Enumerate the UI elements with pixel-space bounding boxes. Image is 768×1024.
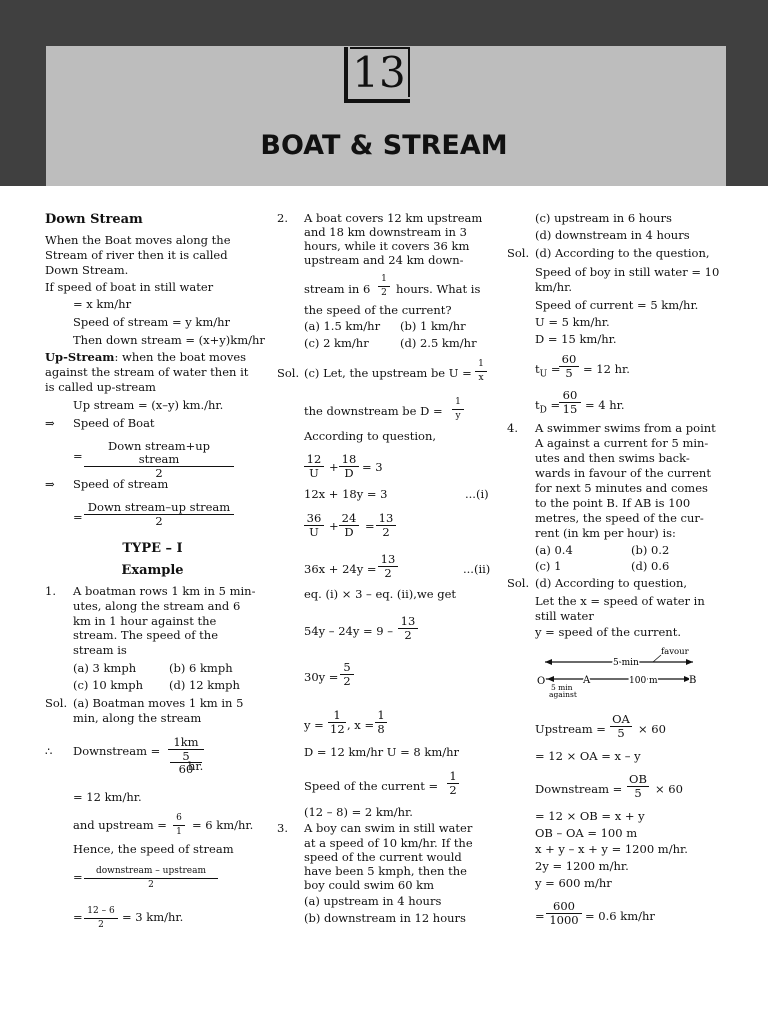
- text-line: utes, along the stream and 6: [73, 599, 241, 613]
- equation-tag: ...(i): [465, 487, 489, 501]
- arrow-head-icon: [686, 659, 693, 665]
- text-line: wards in favour of the current: [535, 466, 711, 480]
- option: (c) 2 km/hr: [304, 336, 369, 350]
- fraction: $\frac{1}{x}$: [475, 358, 487, 385]
- formula-speed-of-stream: Down stream–up stream 2: [84, 501, 234, 528]
- text-line: y = 600 m/hr: [535, 876, 612, 890]
- option: (b) 1 km/hr: [400, 319, 466, 333]
- text-line: U = 5 km/hr.: [535, 315, 610, 329]
- text-line: 30y =: [304, 670, 339, 684]
- heading-downstream: Down Stream: [45, 212, 143, 227]
- text-line: A boatman rows 1 km in 5 min-: [73, 584, 256, 598]
- t-u-label: $t_U$ =: [535, 362, 561, 380]
- fraction: $\frac{1}{2}$: [378, 273, 390, 300]
- text-line: hours, while it covers 36 km: [304, 239, 470, 253]
- text-line: = 12 hr.: [583, 362, 630, 376]
- fraction: $\frac{5}{2}$: [340, 661, 354, 688]
- fraction: $\frac{6}{1}$: [173, 812, 185, 839]
- swim-diagram: [533, 644, 703, 700]
- text-line: the downstream be D =: [304, 404, 443, 418]
- five-min-label: 5 min: [613, 658, 639, 668]
- text-line: A boy can swim in still water: [304, 821, 473, 835]
- fraction: $\frac{1}{y}$: [452, 396, 464, 423]
- plus: +: [329, 460, 339, 474]
- text-line: and upstream =: [73, 818, 167, 832]
- chapter-number: 13: [350, 47, 410, 97]
- text-line: According to question,: [304, 429, 437, 443]
- text-line: and 18 km downstream in 3: [304, 225, 467, 239]
- option: (b) 6 kmph: [169, 661, 233, 675]
- text-line: x + y – x + y = 1200 m/hr.: [535, 842, 688, 856]
- fraction: downstream – upstream 2: [84, 865, 218, 892]
- text-line: min, along the stream: [73, 711, 202, 725]
- text-line: utes and then swims back-: [535, 451, 690, 465]
- text-line: metres, the speed of the cur-: [535, 511, 704, 525]
- implies-symbol: ⇒: [45, 416, 55, 430]
- fraction: $\frac{1}{12}$: [330, 708, 345, 736]
- text-line: = 6 km/hr.: [192, 818, 254, 832]
- hundred-m-label: 100 m: [629, 676, 658, 686]
- against-label: against: [549, 690, 577, 699]
- text-line: : when the boat moves: [114, 350, 247, 364]
- question-number: 3.: [277, 821, 288, 835]
- text-line: = 12 × OB = x + y: [535, 809, 645, 823]
- fraction: $\frac{OB}{5}$: [627, 773, 649, 800]
- text-line: still water: [535, 609, 594, 623]
- chapter-number-box: [344, 47, 410, 103]
- text-line: = 3: [362, 460, 383, 474]
- option: (d) 0.6: [631, 559, 670, 573]
- text-line: to the point B. If AB is 100: [535, 496, 691, 510]
- text-line: Up stream = (x–y) km./hr.: [73, 398, 224, 412]
- text-line: D = 12 km/hr U = 8 km/hr: [304, 745, 460, 759]
- arrow-head-icon: [547, 676, 554, 682]
- text-line: × 60: [655, 782, 683, 796]
- arrow-head-icon: [545, 659, 552, 665]
- option: (c) 1: [535, 559, 562, 573]
- plus: +: [329, 519, 339, 533]
- text-line: 54y – 24y = 9 –: [304, 624, 393, 638]
- text-line: stream is: [73, 643, 127, 657]
- point-b: B: [689, 675, 697, 686]
- solution-label: Sol.: [45, 696, 68, 710]
- text-line: (a) Boatman moves 1 km in 5: [73, 696, 244, 710]
- text-line: boy could swim 60 km: [304, 878, 435, 892]
- text-line: D = 15 km/hr.: [535, 332, 617, 346]
- fraction: $\frac{12}{U}$: [304, 453, 324, 480]
- equals: =: [73, 449, 83, 463]
- option: (c) 10 kmph: [73, 678, 143, 692]
- text-line: (12 – 8) = 2 km/hr.: [304, 805, 413, 819]
- text-line: at a speed of 10 km/hr. If the: [304, 836, 473, 850]
- text-line: Speed of stream = y km/hr: [73, 315, 231, 329]
- text-line: Downstream =: [73, 744, 161, 758]
- point-a: A: [583, 675, 591, 686]
- favour-label: favour: [661, 647, 689, 657]
- question-number: 2.: [277, 211, 288, 225]
- fraction: $\frac{12 - 6}{2}$: [84, 905, 118, 932]
- fraction: $\frac{60}{15}$: [559, 389, 581, 416]
- text-line: km in 1 hour against the: [73, 614, 217, 628]
- option: (a) 1.5 km/hr: [304, 319, 381, 333]
- text-line: A against a current for 5 min-: [535, 436, 709, 450]
- question-number: 1.: [45, 584, 56, 598]
- equals: =: [73, 910, 83, 924]
- option: (b) downstream in 12 hours: [304, 911, 466, 925]
- implies-symbol: ⇒: [45, 477, 55, 491]
- fraction: $\frac{18}{D}$: [339, 453, 359, 480]
- text-line: Speed of the current =: [304, 779, 439, 793]
- favour-pointer: [653, 655, 661, 662]
- question-number: 4.: [507, 421, 518, 435]
- text-line: have been 5 kmph, then the: [304, 864, 467, 878]
- fraction: 1km 5 60: [168, 736, 204, 775]
- text-line: against the stream of water then it: [45, 365, 249, 379]
- text-line: for next 5 minutes and comes: [535, 481, 708, 495]
- chapter-title: BOAT & STREAM: [260, 130, 508, 161]
- text-line: stream. The speed of the: [73, 628, 218, 642]
- text-line: 2y = 1200 m/hr.: [535, 859, 629, 873]
- text-line: = 0.6 km/hr: [585, 909, 655, 923]
- option: (d) 2.5 km/hr: [400, 336, 477, 350]
- equals: =: [535, 909, 545, 923]
- type-heading: TYPE – I: [122, 541, 183, 556]
- text-line: Hence, the speed of stream: [73, 842, 234, 856]
- text-line: Down Stream.: [45, 263, 129, 277]
- option: (c) upstream in 6 hours: [535, 211, 672, 225]
- solution-label: Sol.: [277, 366, 300, 380]
- equation-tag: ...(ii): [463, 562, 491, 576]
- text-line: Stream of river then it is called: [45, 248, 228, 262]
- fraction: $\frac{13}{2}$: [378, 553, 398, 580]
- text-line: Let the x = speed of water in: [535, 594, 705, 608]
- five-min-against-label: 5 min: [551, 683, 573, 692]
- fraction: $\frac{60}{5}$: [559, 353, 579, 380]
- fraction: $\frac{24}{D}$: [339, 512, 359, 539]
- option: (d) 12 kmph: [169, 678, 240, 692]
- text-line: 36x + 24y =: [304, 562, 377, 576]
- equals: =: [365, 519, 375, 533]
- text-line: When the Boat moves along the: [45, 233, 231, 247]
- option: (a) 0.4: [535, 543, 573, 557]
- upstream-label: Up-Stream: [45, 350, 115, 364]
- text-line: = 12 × OA = x – y: [535, 749, 641, 763]
- solution-label: Sol.: [507, 576, 530, 590]
- text-line: (c) Let, the upstream be U =: [304, 366, 472, 380]
- example-heading: Example: [121, 563, 184, 578]
- text-line: A boat covers 12 km upstream: [304, 211, 483, 225]
- text-line: Speed of boy in still water = 10: [535, 265, 720, 279]
- upstream-line: [45, 350, 246, 364]
- solution-label: Sol.: [507, 246, 530, 260]
- text-line: upstream and 24 km down-: [304, 253, 464, 267]
- fraction: $\frac{13}{2}$: [398, 615, 418, 642]
- text-line: Then down stream = (x+y)km/hr: [73, 333, 265, 347]
- text-line: eq. (i) × 3 – eq. (ii),we get: [304, 587, 457, 601]
- text-line: is called up-stream: [45, 380, 156, 394]
- option: (a) 3 kmph: [73, 661, 137, 675]
- equals: =: [73, 870, 83, 884]
- fraction: $\frac{36}{U}$: [304, 512, 324, 539]
- equals: =: [73, 510, 83, 524]
- text-line: y = speed of the current.: [535, 625, 681, 639]
- formula-speed-of-boat: Down stream+up stream 2: [84, 440, 234, 480]
- unit: hr.: [188, 759, 204, 773]
- option: (d) downstream in 4 hours: [535, 228, 690, 242]
- text-line: × 60: [638, 722, 666, 736]
- fraction: $\frac{600}{1000}$: [546, 900, 582, 927]
- text-line: the speed of the current?: [304, 303, 452, 317]
- text-line: A swimmer swims from a point: [535, 421, 716, 435]
- t-d-label: $t_D$ =: [535, 398, 561, 416]
- text-line: (d) According to question,: [535, 576, 688, 590]
- text-line: = 12 km/hr.: [73, 790, 142, 804]
- text-line: km/hr.: [535, 280, 573, 294]
- text-line: rent (in km per hour) is:: [535, 526, 676, 540]
- text-line: speed of the current would: [304, 850, 462, 864]
- fraction: $\frac{OA}{5}$: [610, 713, 632, 740]
- therefore-symbol: ∴: [45, 744, 53, 758]
- text-line: stream in 6: [304, 282, 371, 296]
- text-line: Upstream =: [535, 722, 606, 736]
- fraction: $\frac{13}{2}$: [376, 512, 396, 539]
- text-line: = 4 hr.: [585, 398, 625, 412]
- text-line: = 3 km/hr.: [122, 910, 184, 924]
- text-line: y =: [304, 718, 324, 732]
- fraction: $\frac{1}{2}$: [447, 770, 459, 797]
- text-line: Speed of Boat: [73, 416, 155, 430]
- point-o: O: [537, 676, 546, 687]
- option: (a) upstream in 4 hours: [304, 894, 442, 908]
- text-line: OB – OA = 100 m: [535, 826, 638, 840]
- text-line: If speed of boat in still water: [45, 280, 214, 294]
- fraction: $\frac{1}{8}$: [375, 709, 387, 736]
- text-line: 12x + 18y = 3: [304, 487, 388, 501]
- text-line: Speed of stream: [73, 477, 169, 491]
- text-line: = x km/hr: [73, 297, 132, 311]
- text-line: Speed of current = 5 km/hr.: [535, 298, 699, 312]
- option: (b) 0.2: [631, 543, 670, 557]
- text-line: Downstream =: [535, 782, 623, 796]
- text-line: hours. What is: [396, 282, 481, 296]
- text-line: (d) According to the question,: [535, 246, 710, 260]
- text-line: , x =: [347, 718, 375, 732]
